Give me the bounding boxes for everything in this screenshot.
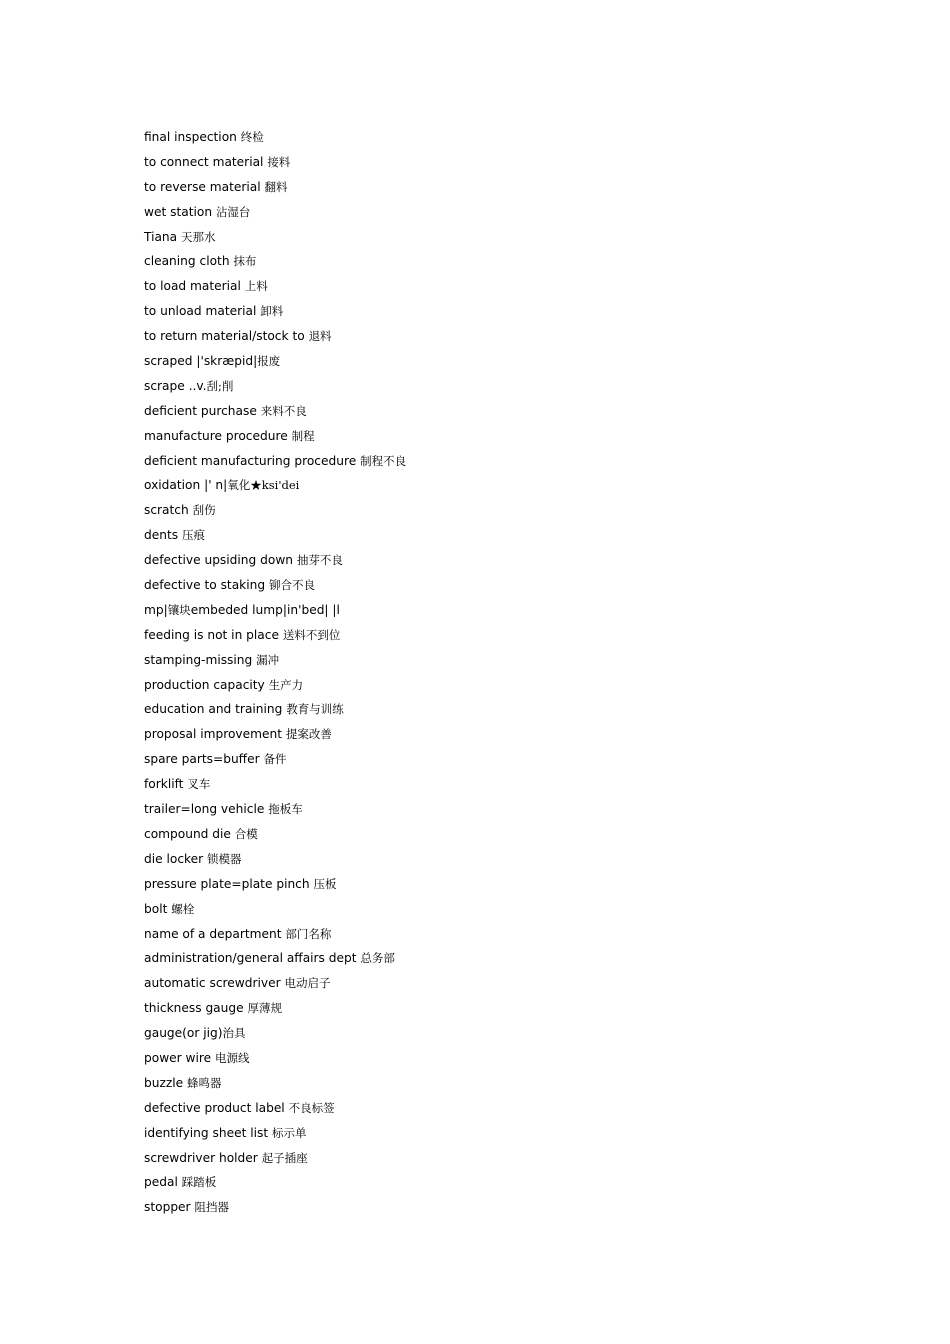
english-term: dents bbox=[144, 528, 182, 543]
chinese-term: 镶块 bbox=[167, 602, 191, 617]
english-term: administration/general affairs dept bbox=[144, 951, 361, 966]
english-term: forklift bbox=[144, 777, 188, 792]
glossary-entry bbox=[144, 997, 844, 1022]
glossary-entry bbox=[144, 524, 844, 549]
chinese-term: 送料不到位 bbox=[282, 627, 341, 642]
chinese-term: 接料 bbox=[267, 154, 291, 169]
glossary-entry bbox=[144, 1072, 844, 1097]
glossary-entry bbox=[144, 574, 844, 599]
glossary-entry bbox=[144, 126, 844, 151]
english-term: education and training bbox=[144, 702, 287, 717]
glossary-entry bbox=[144, 1122, 844, 1147]
english-term: cleaning cloth bbox=[144, 254, 234, 269]
english-term-continued: embeded lump|in'bed| |l bbox=[190, 602, 340, 617]
glossary-entry bbox=[144, 275, 844, 300]
glossary-entry bbox=[144, 350, 844, 375]
chinese-term: 提案改善 bbox=[285, 727, 332, 742]
chinese-term: 刮伤 bbox=[192, 503, 216, 518]
english-term: manufacture procedure bbox=[144, 428, 292, 443]
english-term: mp| bbox=[144, 602, 168, 617]
glossary-entry bbox=[144, 499, 844, 524]
glossary-entry bbox=[144, 873, 844, 898]
english-term: power wire bbox=[144, 1050, 216, 1065]
glossary-entry bbox=[144, 1097, 844, 1122]
chinese-term: 拖板车 bbox=[268, 802, 303, 817]
chinese-term: 抹布 bbox=[233, 254, 257, 269]
english-term: screwdriver holder bbox=[144, 1150, 262, 1165]
english-term: automatic screwdriver bbox=[144, 976, 285, 991]
glossary-entry bbox=[144, 599, 844, 624]
chinese-term: 终检 bbox=[240, 130, 264, 144]
chinese-term: 卸料 bbox=[260, 304, 284, 319]
glossary-entry bbox=[144, 1196, 844, 1221]
chinese-term: 报废 bbox=[257, 354, 281, 369]
glossary-entry bbox=[144, 972, 844, 997]
chinese-term: 制程不良 bbox=[360, 453, 407, 468]
english-term: proposal improvement bbox=[144, 727, 286, 742]
english-term: bolt bbox=[144, 901, 172, 916]
english-term: scraped |'skræpid| bbox=[144, 354, 258, 369]
english-term: identifying sheet list bbox=[144, 1125, 273, 1140]
english-term: deficient purchase bbox=[144, 403, 261, 418]
english-term: to load material bbox=[144, 279, 245, 294]
chinese-term: 电动启子 bbox=[284, 976, 331, 991]
english-term: name of a department bbox=[144, 926, 286, 941]
glossary-entry bbox=[144, 450, 844, 475]
english-term: to reverse material bbox=[144, 179, 265, 194]
english-term: gauge(or jig) bbox=[144, 1026, 223, 1041]
english-term: trailer=long vehicle bbox=[144, 802, 269, 817]
glossary-entry bbox=[144, 674, 844, 699]
glossary-entry bbox=[144, 250, 844, 275]
glossary-entry bbox=[144, 649, 844, 674]
chinese-term: 压痕 bbox=[181, 528, 205, 543]
glossary-entry bbox=[144, 624, 844, 649]
chinese-term: 电源线 bbox=[215, 1050, 250, 1065]
chinese-term: 合模 bbox=[234, 826, 258, 841]
glossary-entry bbox=[144, 325, 844, 350]
chinese-term: 治具 bbox=[222, 1026, 246, 1041]
english-term: defective upsiding down bbox=[144, 553, 297, 568]
chinese-term: 踩踏板 bbox=[181, 1175, 217, 1190]
chinese-term: 铆合不良 bbox=[268, 578, 315, 593]
glossary-entry bbox=[144, 947, 844, 972]
english-term: buzzle bbox=[144, 1075, 188, 1090]
chinese-term: 退料 bbox=[308, 329, 332, 344]
chinese-term: 氧化★ksi'dei bbox=[227, 478, 300, 493]
english-term: defective product label bbox=[144, 1100, 289, 1115]
chinese-term: 制程 bbox=[291, 428, 315, 443]
glossary-entry bbox=[144, 798, 844, 823]
english-term: die locker bbox=[144, 851, 208, 866]
english-term: pressure plate=plate pinch bbox=[144, 876, 314, 891]
chinese-term: 教育与训练 bbox=[286, 702, 344, 717]
glossary-entry bbox=[144, 425, 844, 450]
english-term: wet station bbox=[144, 204, 216, 219]
glossary-entry bbox=[144, 698, 844, 723]
chinese-term: 漏冲 bbox=[256, 652, 280, 667]
english-term: deficient manufacturing procedure bbox=[144, 453, 361, 468]
english-term: scrape ..v. bbox=[144, 378, 207, 393]
english-term: stopper bbox=[144, 1200, 195, 1215]
glossary-entry bbox=[144, 375, 844, 400]
english-term: Tiana bbox=[144, 229, 181, 244]
glossary-entry bbox=[144, 300, 844, 325]
chinese-term: 生产力 bbox=[268, 677, 304, 692]
chinese-term: 抽芽不良 bbox=[296, 553, 343, 568]
chinese-term: 天那水 bbox=[181, 229, 216, 244]
glossary-entry bbox=[144, 923, 844, 948]
glossary-entry bbox=[144, 1147, 844, 1172]
english-term: compound die bbox=[144, 826, 235, 841]
chinese-term: 起子插座 bbox=[261, 1150, 308, 1165]
chinese-term: 不良标签 bbox=[288, 1100, 335, 1115]
chinese-term: 螺栓 bbox=[171, 901, 195, 916]
chinese-term: 来料不良 bbox=[260, 403, 307, 418]
glossary-entry bbox=[144, 848, 844, 873]
english-term: final inspection bbox=[144, 130, 241, 144]
glossary-entry bbox=[144, 823, 844, 848]
glossary-entry bbox=[144, 773, 844, 798]
glossary-entry bbox=[144, 1022, 844, 1047]
chinese-term: 上料 bbox=[244, 279, 268, 294]
glossary-entry bbox=[144, 474, 844, 499]
english-term: stamping-missing bbox=[144, 652, 257, 667]
glossary-entry bbox=[144, 723, 844, 748]
glossary-entry bbox=[144, 1047, 844, 1072]
english-term: feeding is not in place bbox=[144, 627, 283, 642]
english-term: thickness gauge bbox=[144, 1001, 248, 1016]
glossary-entry bbox=[144, 1171, 844, 1196]
english-term: defective to staking bbox=[144, 578, 269, 593]
glossary-entry bbox=[144, 748, 844, 773]
chinese-term: 蜂鸣器 bbox=[187, 1075, 222, 1090]
english-term: to unload material bbox=[144, 304, 261, 319]
chinese-term: 压板 bbox=[313, 876, 337, 891]
english-term: to connect material bbox=[144, 154, 268, 169]
glossary-entry bbox=[144, 201, 844, 226]
glossary-entry bbox=[144, 226, 844, 251]
english-term: spare parts=buffer bbox=[144, 752, 264, 767]
glossary-entry bbox=[144, 400, 844, 425]
chinese-term: 锁模器 bbox=[207, 851, 242, 866]
chinese-term: 备件 bbox=[263, 752, 287, 767]
chinese-term: 叉车 bbox=[187, 777, 211, 792]
glossary-entry bbox=[144, 549, 844, 574]
chinese-term: 沾湿台 bbox=[215, 204, 251, 219]
chinese-term: 厚薄规 bbox=[247, 1001, 282, 1016]
english-term: scratch bbox=[144, 503, 193, 518]
english-term: oxidation |' n| bbox=[144, 478, 228, 493]
glossary-entry bbox=[144, 176, 844, 201]
chinese-term: 部门名称 bbox=[285, 926, 332, 941]
chinese-term: 阻挡器 bbox=[194, 1200, 229, 1215]
english-term: to return material/stock to bbox=[144, 329, 309, 344]
chinese-term: 总务部 bbox=[360, 951, 395, 966]
chinese-term: 翻料 bbox=[264, 179, 288, 194]
english-term: production capacity bbox=[144, 677, 269, 692]
glossary-entry bbox=[144, 151, 844, 176]
glossary-entry bbox=[144, 898, 844, 923]
chinese-term: 标示单 bbox=[272, 1125, 307, 1140]
english-term: pedal bbox=[144, 1175, 182, 1190]
glossary-list bbox=[144, 126, 844, 1221]
chinese-term: 刮;削 bbox=[206, 378, 234, 393]
